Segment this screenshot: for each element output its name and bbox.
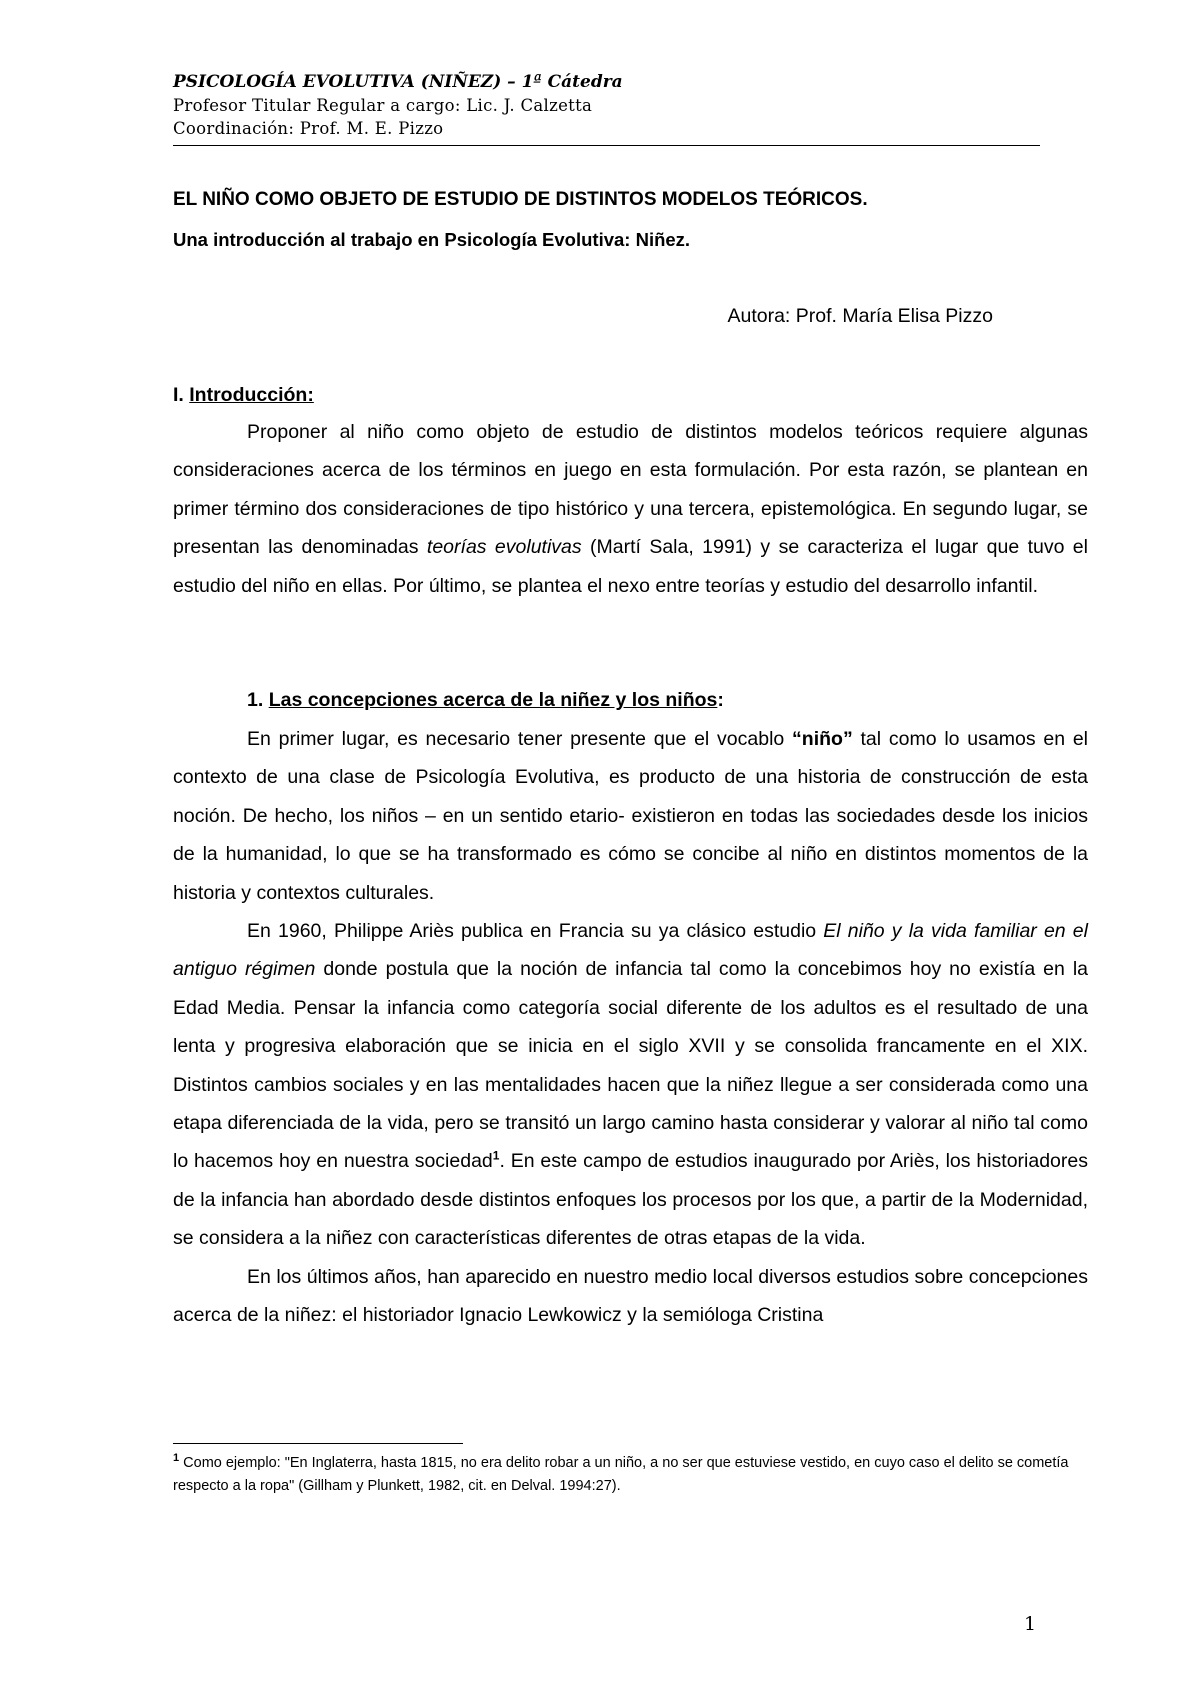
paragraph [173,912,1088,1258]
paragraph [173,413,1088,605]
footnote-mark: 1 [173,1452,180,1465]
professor-line: Profesor Titular Regular a cargo: Lic. J. Calzetta [173,96,593,115]
page-header [173,70,1040,146]
document-title: EL NIÑO COMO OBJETO DE ESTUDIO DE DISTINTOS MODELOS TEÓRICOS. [173,189,868,210]
footnote [173,1452,1088,1498]
footnote-reference[interactable]: 1 [492,1148,500,1163]
subsection-paragraph-block [173,720,1088,1335]
paragraph-italic-text: El niño y la vida familiar en el antiguo régimen [173,920,1088,981]
paragraph-text: En 1960, Philippe Ariès publica en Francia su ya clásico estudio [247,920,824,943]
paragraph-text: tal como lo usamos en el contexto de una clase de Psicología Evolutiva, es producto de una historia de construcción de esta noción. De hecho, los niños – en un sentido etario- existieron en todas las sociedades desde los inicios de la humanidad, lo que se ha transformado es cómo se concibe al niño en distintos momentos de la historia y contextos culturales. [173,728,1089,904]
paragraph-text: donde postula que la noción de infancia tal como la concebimos hoy no existía en la Edad Media. Pensar la infancia como categoría social diferente de los adultos es el resultado de una lenta y progresiva elaboración que se inicia en el siglo XVII y se consolida francamente en el XIX. Distintos cambios sociales y en las mentalidades hacen que la niñez llegue a ser considerada como una etapa diferenciada de la vida, pero se transitó un largo camino hasta considerar y valorar al niño tal como lo hacemos hoy en nuestra sociedad [173,958,1088,1173]
subsection-heading-colon: : [717,689,724,711]
paragraph-text: En primer lugar, es necesario tener presente que el vocablo [247,728,793,750]
paragraph-text: (Martí Sala, 1991) y se caracteriza el lugar que tuvo el estudio del niño en ellas. Por último, se plantea el nexo entre teorías y estudio del desarrollo infantil. [173,536,1088,597]
paragraph-text: . En este campo de estudios inaugurado por Ariès, los historiadores de la infancia han abordado desde distintos enfoques los procesos por los que, a partir de la Modernidad, se considera a la niñez con características diferentes de otras etapas de la vida. [173,1150,1088,1250]
paragraph [173,1258,1088,1335]
course-title: PSICOLOGÍA EVOLUTIVA (NIÑEZ) – 1ª Cátedra [173,72,623,92]
subsection-number: 1. [247,689,269,711]
paragraph-text: Proponer al niño como objeto de estudio de distintos modelos teóricos requiere algunas consideraciones acerca de los términos en juego en esta formulación. Por esta razón, se plantean en primer término dos consideraciones de tipo histórico y una tercera, epistemológica. En segundo lugar, se presentan las denominadas [173,421,1088,559]
subsection-heading-conceptions [247,688,724,712]
paragraph-italic-text: teorías evolutivas [426,536,582,559]
author-line: Autora: Prof. María Elisa Pizzo [727,305,993,327]
footnote-separator [173,1443,463,1444]
page-number: 1 [1024,1613,1037,1635]
section-number: I. [173,384,190,406]
footnote-text: Como ejemplo: "En Inglaterra, hasta 1815, no era delito robar a un niño, a no ser que estuviese vestido, en cuyo caso el delito se cometía respecto a la ropa" (Gillham y Plunkett, 1982, cit. en Delval. 1994:27). [173,1455,1069,1494]
section-heading-text: Introducción: [189,384,314,406]
intro-paragraph-block [173,413,1088,605]
coordination-line: Coordinación: Prof. M. E. Pizzo [173,119,444,138]
paragraph-bold-text: “niño” [792,728,853,750]
document-subtitle: Una introducción al trabajo en Psicología Evolutiva: Niñez. [173,229,691,250]
paragraph-text: En los últimos años, han aparecido en nuestro medio local diversos estudios sobre concepciones acerca de la niñez: el historiador Ignacio Lewkowicz y la semióloga Cristina [173,1265,1088,1327]
paragraph [173,720,1088,912]
subsection-heading-text: Las concepciones acerca de la niñez y los niños [268,689,718,711]
section-heading-introduction [173,383,314,407]
